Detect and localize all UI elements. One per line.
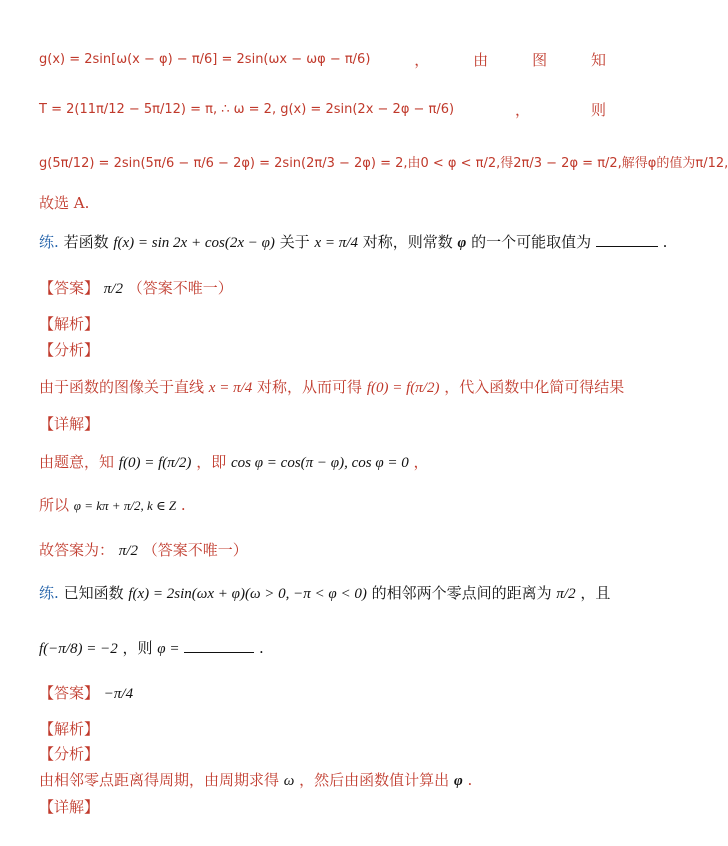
choose-answer-line bbox=[39, 193, 606, 213]
formula-g-value: g(5π/12) = 2sin(5π/6 − π/6 − 2φ) = 2sin(2π/3 − 2φ) = 2,由0 < φ < π/2,得2π/3 − 2φ = π/2,解得φ的值为π/12, bbox=[39, 156, 728, 171]
text-zhi: 知 bbox=[590, 51, 606, 69]
text-comma: ， bbox=[414, 51, 430, 69]
question-2 bbox=[39, 583, 611, 604]
text-ze: 则 bbox=[590, 101, 606, 119]
question-1-function: f(x) = sin 2x + cos(2x − φ) bbox=[113, 235, 275, 251]
question-2-function: f(x) = 2sin(ωx + φ)(ω > 0, −π < φ < 0) bbox=[128, 586, 367, 602]
detail-1-line-1 bbox=[39, 452, 606, 473]
jiexi-tag-2: 【解析】 bbox=[39, 720, 100, 738]
formula-period: T = 2(11π/12 − 5π/12) = π, ∴ ω = 2, g(x) = 2sin(2x − 2φ − π/6) bbox=[39, 102, 455, 117]
xiangjie-tag-2: 【详解】 bbox=[39, 798, 100, 816]
analysis-1-equation: f(0) = f(π/2) bbox=[366, 380, 440, 396]
question-2-text-b: 的相邻两个零点间的距离为 bbox=[371, 584, 552, 602]
final-answer-1 bbox=[39, 540, 606, 561]
solution-line-2 bbox=[39, 100, 606, 120]
detail-1-cos-equation: cos φ = cos(π − φ), cos φ = 0 bbox=[231, 455, 409, 471]
analysis-2-phi: φ bbox=[453, 773, 463, 789]
question-2-line-2 bbox=[39, 636, 606, 659]
analysis-1-axis: x = π/4 bbox=[208, 380, 253, 396]
detail-1-phi-solution: φ = kπ + π/2, k ∈ Z bbox=[73, 498, 177, 513]
final-answer-label: 故答案为： bbox=[39, 541, 115, 559]
question-2-text-c: ，且 bbox=[580, 584, 611, 602]
detail-1-so: 所以 bbox=[39, 496, 70, 514]
question-1-answer-blank bbox=[596, 230, 658, 247]
question-2-condition: f(−π/8) = −2 bbox=[39, 641, 118, 657]
text-tu: 图 bbox=[532, 51, 548, 69]
question-2-distance: π/2 bbox=[556, 586, 576, 602]
question-2-answer-blank bbox=[184, 636, 254, 653]
answer-1-value: π/2 bbox=[103, 281, 123, 297]
detail-1-line-2 bbox=[39, 495, 606, 516]
question-1-text-b: 关于 bbox=[279, 233, 310, 251]
analysis-2-b: ，然后由函数值计算出 bbox=[299, 771, 450, 789]
question-1-axis: x = π/4 bbox=[314, 235, 358, 251]
analysis-1-text bbox=[39, 377, 625, 398]
analysis-1-b: 对称，从而可得 bbox=[257, 378, 363, 396]
question-1 bbox=[39, 230, 668, 253]
text-choose-a: 故选 A. bbox=[39, 194, 90, 212]
detail-1-b: ，即 bbox=[196, 453, 227, 471]
answer-2-value: −π/4 bbox=[103, 686, 134, 702]
jiexi-tag-1: 【解析】 bbox=[39, 315, 100, 333]
text-comma-2: ， bbox=[515, 101, 531, 119]
analysis-2-text bbox=[39, 770, 606, 791]
answer-1-note: （答案不唯一） bbox=[127, 279, 233, 297]
question-1-end: . bbox=[662, 233, 668, 251]
analysis-1-a: 由于函数的图像关于直线 bbox=[39, 378, 205, 396]
answer-2-tag: 【答案】 bbox=[39, 684, 100, 702]
question-2-end: . bbox=[259, 639, 264, 657]
fenxi-tag-2: 【分析】 bbox=[39, 745, 100, 763]
detail-1-equation: f(0) = f(π/2) bbox=[118, 455, 192, 471]
answer-1-line bbox=[39, 278, 606, 299]
answer-tag: 【答案】 bbox=[39, 279, 100, 297]
question-2-then: ，则 bbox=[122, 639, 153, 657]
xiangjie-tag-1: 【详解】 bbox=[39, 415, 100, 433]
analysis-2-a: 由相邻零点距离得周期，由周期求得 bbox=[39, 771, 280, 789]
solution-line-3 bbox=[39, 152, 728, 174]
detail-1-a: 由题意，知 bbox=[39, 453, 115, 471]
analysis-1-c: ，代入函数中化简可得结果 bbox=[444, 378, 625, 396]
detail-1-end: ， bbox=[413, 453, 429, 471]
fenxi-tag-1: 【分析】 bbox=[39, 341, 100, 359]
solution-line-1 bbox=[39, 50, 606, 70]
question-1-text-c: 对称，则常数 bbox=[362, 233, 453, 251]
question-1-text-d: 的一个可能取值为 bbox=[471, 233, 592, 251]
question-1-phi: φ bbox=[457, 235, 467, 251]
analysis-2-omega: ω bbox=[283, 773, 295, 789]
final-answer-note: （答案不唯一） bbox=[142, 541, 248, 559]
question-2-prefix: 练. bbox=[39, 584, 59, 602]
question-2-text-a: 已知函数 bbox=[63, 584, 124, 602]
question-1-text-a: 若函数 bbox=[63, 233, 109, 251]
question-2-phi: φ = bbox=[157, 641, 180, 657]
text-you: 由 bbox=[473, 51, 489, 69]
final-answer-value: π/2 bbox=[118, 543, 138, 559]
answer-2-line bbox=[39, 683, 606, 704]
detail-1-period: . bbox=[180, 496, 186, 514]
formula-g-definition: g(x) = 2sin[ω(x − φ) − π/6] = 2sin(ωx − ωφ − π/6) bbox=[39, 52, 371, 67]
question-1-prefix: 练. bbox=[39, 233, 59, 251]
analysis-2-end: . bbox=[467, 771, 473, 789]
